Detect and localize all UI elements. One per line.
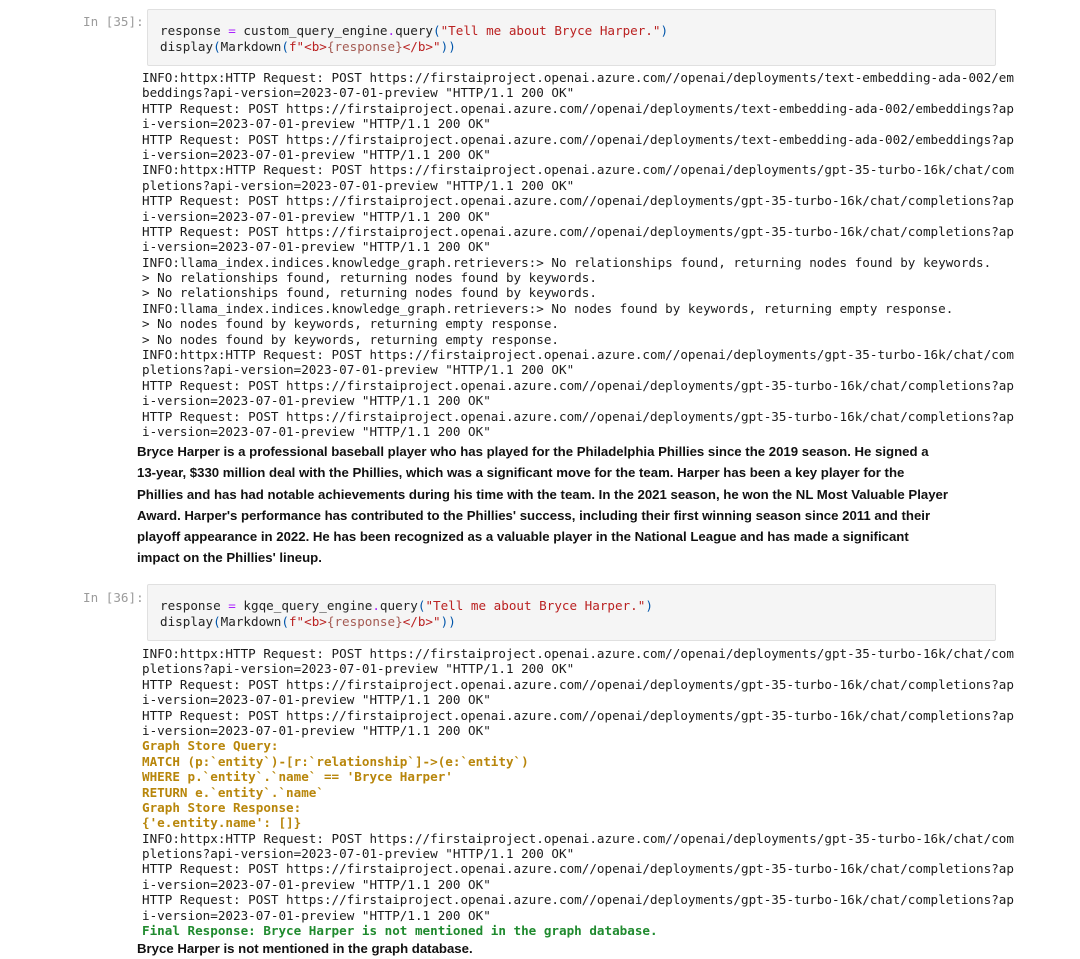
output-line: pletions?api-version=2023-07-01-preview "HTTP/1.1 200 OK": [142, 661, 575, 677]
output-line: HTTP Request: POST https://firstaiproject.openai.azure.com//openai/deployments/gpt-35-turbo-16k/chat/completions?ap: [142, 892, 1014, 908]
markdown-line: playoff appearance in 2022. He has been recognized as a valuable player in the National League and has made a significant: [137, 529, 909, 545]
code-token: )): [440, 39, 456, 54]
markdown-line: 13-year, $330 million deal with the Phillies, which was a significant move for the team. Harper has been a key player for the: [137, 465, 905, 481]
code-token: ): [645, 598, 653, 613]
code-line: [160, 23, 668, 38]
output-line: HTTP Request: POST https://firstaiproject.openai.azure.com//openai/deployments/text-embedding-ada-002/embeddings?ap: [142, 131, 1014, 147]
output-line: Graph Store Response:: [142, 799, 302, 815]
output-line: INFO:llama_index.indices.knowledge_graph.retrievers:> No nodes found by keywords, returning empty response.: [142, 300, 954, 316]
code-token: </b>: [402, 39, 434, 54]
cell-prompt: In [36]:: [83, 590, 144, 605]
code-line: [160, 39, 456, 54]
code-token: )): [440, 614, 456, 629]
output-line: i-version=2023-07-01-preview "HTTP/1.1 200 OK": [142, 393, 491, 409]
output-line: Final Response: Bryce Harper is not mentioned in the graph database.: [142, 923, 658, 939]
output-line: HTTP Request: POST https://firstaiproject.openai.azure.com//openai/deployments/gpt-35-turbo-16k/chat/completions?ap: [142, 377, 1014, 393]
code-token: .: [387, 23, 396, 38]
output-line: HTTP Request: POST https://firstaiproject.openai.azure.com//openai/deployments/gpt-35-turbo-16k/chat/completions?ap: [142, 408, 1014, 424]
code-cell[interactable]: [147, 584, 996, 641]
markdown-output: [137, 441, 997, 569]
output-line: i-version=2023-07-01-preview "HTTP/1.1 200 OK": [142, 146, 491, 162]
code-token: "Tell me about Bryce Harper.": [425, 598, 646, 613]
code-token: =: [220, 598, 244, 613]
code-token: {response}: [326, 614, 403, 629]
code-token: display: [160, 614, 214, 629]
output-line: i-version=2023-07-01-preview "HTTP/1.1 200 OK": [142, 239, 491, 255]
output-line: i-version=2023-07-01-preview "HTTP/1.1 200 OK": [142, 876, 491, 892]
code-token: Markdown: [220, 39, 282, 54]
output-line: INFO:httpx:HTTP Request: POST https://firstaiproject.openai.azure.com//openai/deployments/gpt-35-turbo-16k/chat/com: [142, 347, 1014, 363]
code-token: Markdown: [220, 614, 282, 629]
code-token: ): [660, 23, 669, 38]
output-line: > No relationships found, returning nodes found by keywords.: [142, 270, 597, 286]
markdown-line: Award. Harper's performance has contributed to the Phillies' success, including their first winning season since 2011 and their: [137, 507, 931, 523]
code-token: (: [417, 598, 426, 613]
output-line: HTTP Request: POST https://firstaiproject.openai.azure.com//openai/deployments/gpt-35-turbo-16k/chat/completions?ap: [142, 676, 1014, 692]
output-line: HTTP Request: POST https://firstaiproject.openai.azure.com//openai/deployments/gpt-35-turbo-16k/chat/completions?ap: [142, 223, 1014, 239]
markdown-output: [137, 938, 997, 959]
output-line: i-version=2023-07-01-preview "HTTP/1.1 200 OK": [142, 116, 491, 132]
code-token: query: [395, 23, 433, 38]
code-token: (: [213, 614, 221, 629]
code-token: ": [433, 614, 441, 629]
cell-prompt: In [35]:: [83, 14, 144, 29]
code-token: response: [160, 598, 221, 613]
code-token: kgqe_query_engine: [243, 598, 373, 613]
output-line: i-version=2023-07-01-preview "HTTP/1.1 200 OK": [142, 907, 491, 923]
output-line: INFO:httpx:HTTP Request: POST https://firstaiproject.openai.azure.com//openai/deployments/gpt-35-turbo-16k/chat/com: [142, 162, 1014, 178]
code-line: [160, 598, 653, 613]
code-token: <b>: [304, 614, 327, 629]
output-line: {'e.entity.name': []}: [142, 815, 302, 831]
output-line: > No nodes found by keywords, returning empty response.: [142, 331, 560, 347]
output-line: i-version=2023-07-01-preview "HTTP/1.1 200 OK": [142, 423, 491, 439]
output-line: HTTP Request: POST https://firstaiproject.openai.azure.com//openai/deployments/gpt-35-turbo-16k/chat/completions?ap: [142, 861, 1014, 877]
markdown-line: impact on the Phillies' lineup.: [137, 550, 322, 566]
output-line: i-version=2023-07-01-preview "HTTP/1.1 200 OK": [142, 722, 491, 738]
code-token: <b>: [304, 39, 327, 54]
code-line: [160, 614, 456, 629]
output-line: HTTP Request: POST https://firstaiproject.openai.azure.com//openai/deployments/gpt-35-turbo-16k/chat/completions?ap: [142, 707, 1014, 723]
output-line: INFO:httpx:HTTP Request: POST https://firstaiproject.openai.azure.com//openai/deployments/text-embedding-ada-002/em: [142, 70, 1014, 85]
cell-output-stream: [142, 646, 1014, 938]
code-token: f": [288, 39, 305, 54]
output-line: beddings?api-version=2023-07-01-preview "HTTP/1.1 200 OK": [142, 85, 575, 101]
output-line: pletions?api-version=2023-07-01-preview "HTTP/1.1 200 OK": [142, 362, 575, 378]
code-token: display: [160, 39, 214, 54]
code-token: ": [433, 39, 441, 54]
output-line: HTTP Request: POST https://firstaiproject.openai.azure.com//openai/deployments/gpt-35-turbo-16k/chat/completions?ap: [142, 193, 1014, 209]
output-line: INFO:httpx:HTTP Request: POST https://firstaiproject.openai.azure.com//openai/deployments/gpt-35-turbo-16k/chat/com: [142, 830, 1014, 846]
output-line: Graph Store Query:: [142, 738, 279, 754]
cell-output-stream: [142, 70, 1014, 439]
code-token: {response}: [326, 39, 403, 54]
code-token: .: [372, 598, 380, 613]
code-token: (: [213, 39, 221, 54]
output-line: HTTP Request: POST https://firstaiproject.openai.azure.com//openai/deployments/text-embedding-ada-002/embeddings?ap: [142, 100, 1014, 116]
output-line: WHERE p.`entity`.`name` == 'Bryce Harper': [142, 769, 453, 785]
output-line: INFO:httpx:HTTP Request: POST https://firstaiproject.openai.azure.com//openai/deployments/gpt-35-turbo-16k/chat/com: [142, 646, 1014, 661]
code-token: (: [281, 39, 289, 54]
code-token: response: [160, 23, 221, 38]
code-token: custom_query_engine: [243, 23, 388, 38]
code-token: (: [433, 23, 441, 38]
output-line: MATCH (p:`entity`)-[r:`relationship`]->(e:`entity`): [142, 753, 529, 769]
code-token: f": [288, 614, 305, 629]
output-line: pletions?api-version=2023-07-01-preview "HTTP/1.1 200 OK": [142, 846, 575, 862]
output-line: pletions?api-version=2023-07-01-preview "HTTP/1.1 200 OK": [142, 177, 575, 193]
output-line: i-version=2023-07-01-preview "HTTP/1.1 200 OK": [142, 208, 491, 224]
code-cell[interactable]: [147, 9, 996, 66]
output-line: RETURN e.`entity`.`name`: [142, 784, 324, 800]
output-line: > No nodes found by keywords, returning empty response.: [142, 316, 560, 332]
output-line: INFO:llama_index.indices.knowledge_graph.retrievers:> No relationships found, returning nodes found by keywords.: [142, 254, 992, 270]
markdown-line: Phillies and has had notable achievements during his time with the team. In the 2021 season, he won the NL Most Valuable Player: [137, 486, 949, 502]
output-line: i-version=2023-07-01-preview "HTTP/1.1 200 OK": [142, 692, 491, 708]
code-token: query: [379, 598, 418, 613]
code-token: (: [281, 614, 289, 629]
output-line: > No relationships found, returning nodes found by keywords.: [142, 285, 597, 301]
code-token: "Tell me about Bryce Harper.": [440, 23, 661, 38]
markdown-line: Bryce Harper is not mentioned in the graph database.: [137, 941, 473, 956]
markdown-line: Bryce Harper is a professional baseball player who has played for the Philadelphia Phillies since the 2019 season. He signed a: [137, 444, 929, 459]
code-token: =: [220, 23, 244, 38]
code-token: </b>: [402, 614, 434, 629]
